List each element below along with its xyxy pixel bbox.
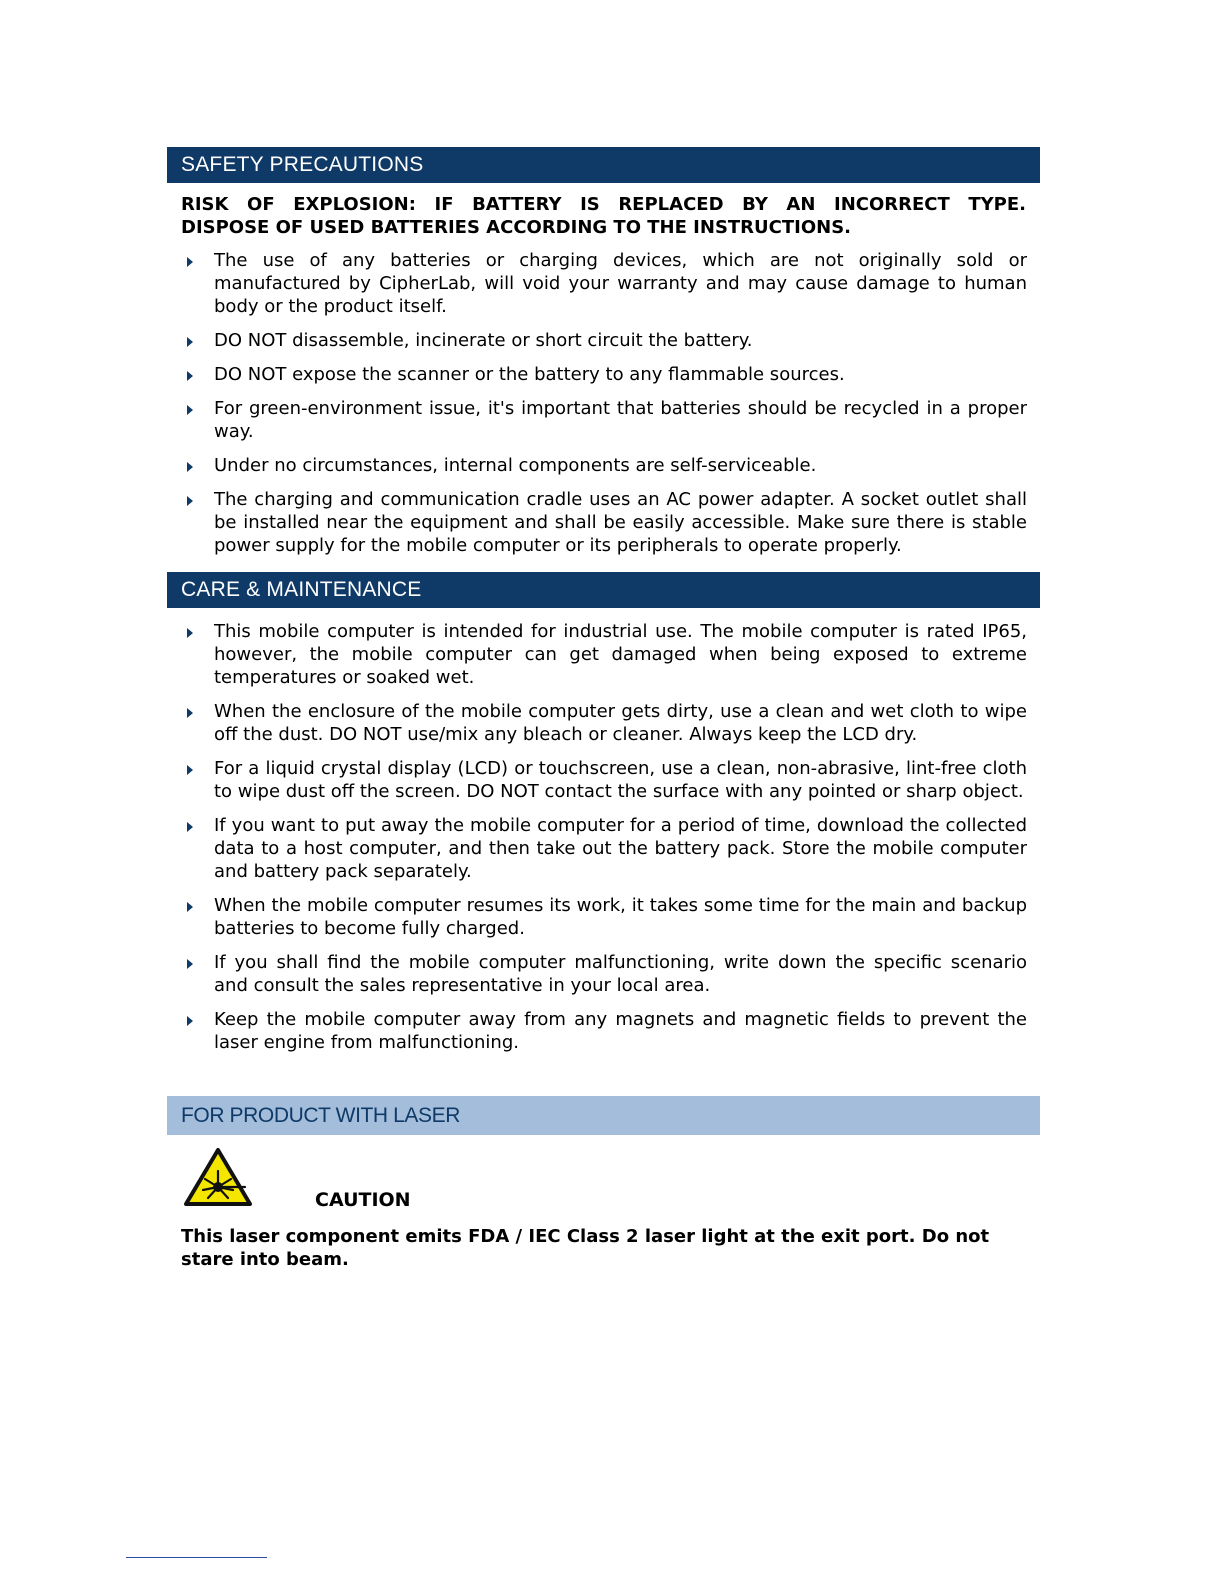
bullet-arrow-icon	[187, 257, 193, 267]
list-item	[214, 397, 1027, 443]
list-item-text: For green-environment issue, it's important that batteries should be recycled in a proper way.	[214, 398, 1027, 442]
explosion-warning	[181, 193, 1026, 239]
list-item	[214, 757, 1027, 803]
bullet-arrow-icon	[187, 628, 193, 638]
list-item	[214, 249, 1027, 318]
bullet-arrow-icon	[187, 822, 193, 832]
bullet-arrow-icon	[187, 371, 193, 381]
list-item	[214, 454, 1027, 477]
list-item-text: If you want to put away the mobile computer for a period of time, download the collected data to a host computer, and then take out the battery pack. Store the mobile computer and battery pack separately.	[214, 815, 1027, 882]
list-item-text: If you shall find the mobile computer malfunctioning, write down the specific scenario and consult the sales representative in your local area.	[214, 952, 1027, 996]
safety-precautions-heading: SAFETY PRECAUTIONS	[167, 147, 1040, 183]
list-item	[214, 700, 1027, 746]
bullet-arrow-icon	[187, 405, 193, 415]
list-item	[214, 814, 1027, 883]
laser-product-heading: FOR PRODUCT WITH LASER	[167, 1096, 1040, 1135]
list-item	[214, 329, 1027, 352]
list-item	[214, 488, 1027, 557]
list-item-text: Keep the mobile computer away from any magnets and magnetic fields to prevent the laser engine from malfunctioning.	[214, 1009, 1027, 1053]
list-item-text: DO NOT disassemble, incinerate or short circuit the battery.	[214, 330, 753, 351]
bullet-arrow-icon	[187, 337, 193, 347]
list-item-text: The charging and communication cradle uses an AC power adapter. A socket outlet shall be installed near the equipment and shall be easily accessible. Make sure there is stable power supply for the mobile computer or its peripherals to operate properly.	[214, 489, 1027, 556]
caution-row	[167, 1147, 1040, 1217]
list-item	[214, 1008, 1027, 1054]
explosion-warning-line-2: DISPOSE OF USED BATTERIES ACCORDING TO THE INSTRUCTIONS.	[181, 217, 852, 238]
bullet-arrow-icon	[187, 708, 193, 718]
care-maintenance-heading: CARE & MAINTENANCE	[167, 572, 1040, 608]
list-item	[214, 894, 1027, 940]
bullet-arrow-icon	[187, 902, 193, 912]
laser-warning-icon	[183, 1147, 253, 1207]
bullet-arrow-icon	[187, 959, 193, 969]
page-content	[167, 147, 1040, 1271]
list-item	[214, 951, 1027, 997]
caution-label: CAUTION	[315, 1189, 411, 1211]
list-item-text: For a liquid crystal display (LCD) or touchscreen, use a clean, non-abrasive, lint-free cloth to wipe dust off the screen. DO NOT contact the surface with any pointed or sharp object.	[214, 758, 1027, 802]
list-item-text: When the enclosure of the mobile computer gets dirty, use a clean and wet cloth to wipe off the dust. DO NOT use/mix any bleach or cleaner. Always keep the LCD dry.	[214, 701, 1027, 745]
list-item-text: The use of any batteries or charging devices, which are not originally sold or manufactured by CipherLab, will void your warranty and may cause damage to human body or the product itself.	[214, 250, 1027, 317]
bullet-arrow-icon	[187, 1016, 193, 1026]
list-item	[214, 620, 1027, 689]
footnote-divider	[126, 1557, 267, 1558]
list-item	[214, 363, 1027, 386]
explosion-warning-line-1: RISK OF EXPLOSION: IF BATTERY IS REPLACED BY AN INCORRECT TYPE.	[181, 194, 1026, 215]
list-item-text: DO NOT expose the scanner or the battery to any flammable sources.	[214, 364, 845, 385]
bullet-arrow-icon	[187, 496, 193, 506]
list-item-text: When the mobile computer resumes its work, it takes some time for the main and backup batteries to become fully charged.	[214, 895, 1027, 939]
safety-list	[167, 249, 1040, 557]
care-list	[167, 620, 1040, 1054]
laser-caution-text: This laser component emits FDA / IEC Class 2 laser light at the exit port. Do not stare into beam.	[181, 1226, 990, 1270]
bullet-arrow-icon	[187, 462, 193, 472]
bullet-arrow-icon	[187, 765, 193, 775]
list-item-text: This mobile computer is intended for industrial use. The mobile computer is rated IP65, however, the mobile computer can get damaged when being exposed to extreme temperatures or soaked wet.	[214, 621, 1027, 688]
list-item-text: Under no circumstances, internal components are self-serviceable.	[214, 455, 817, 476]
